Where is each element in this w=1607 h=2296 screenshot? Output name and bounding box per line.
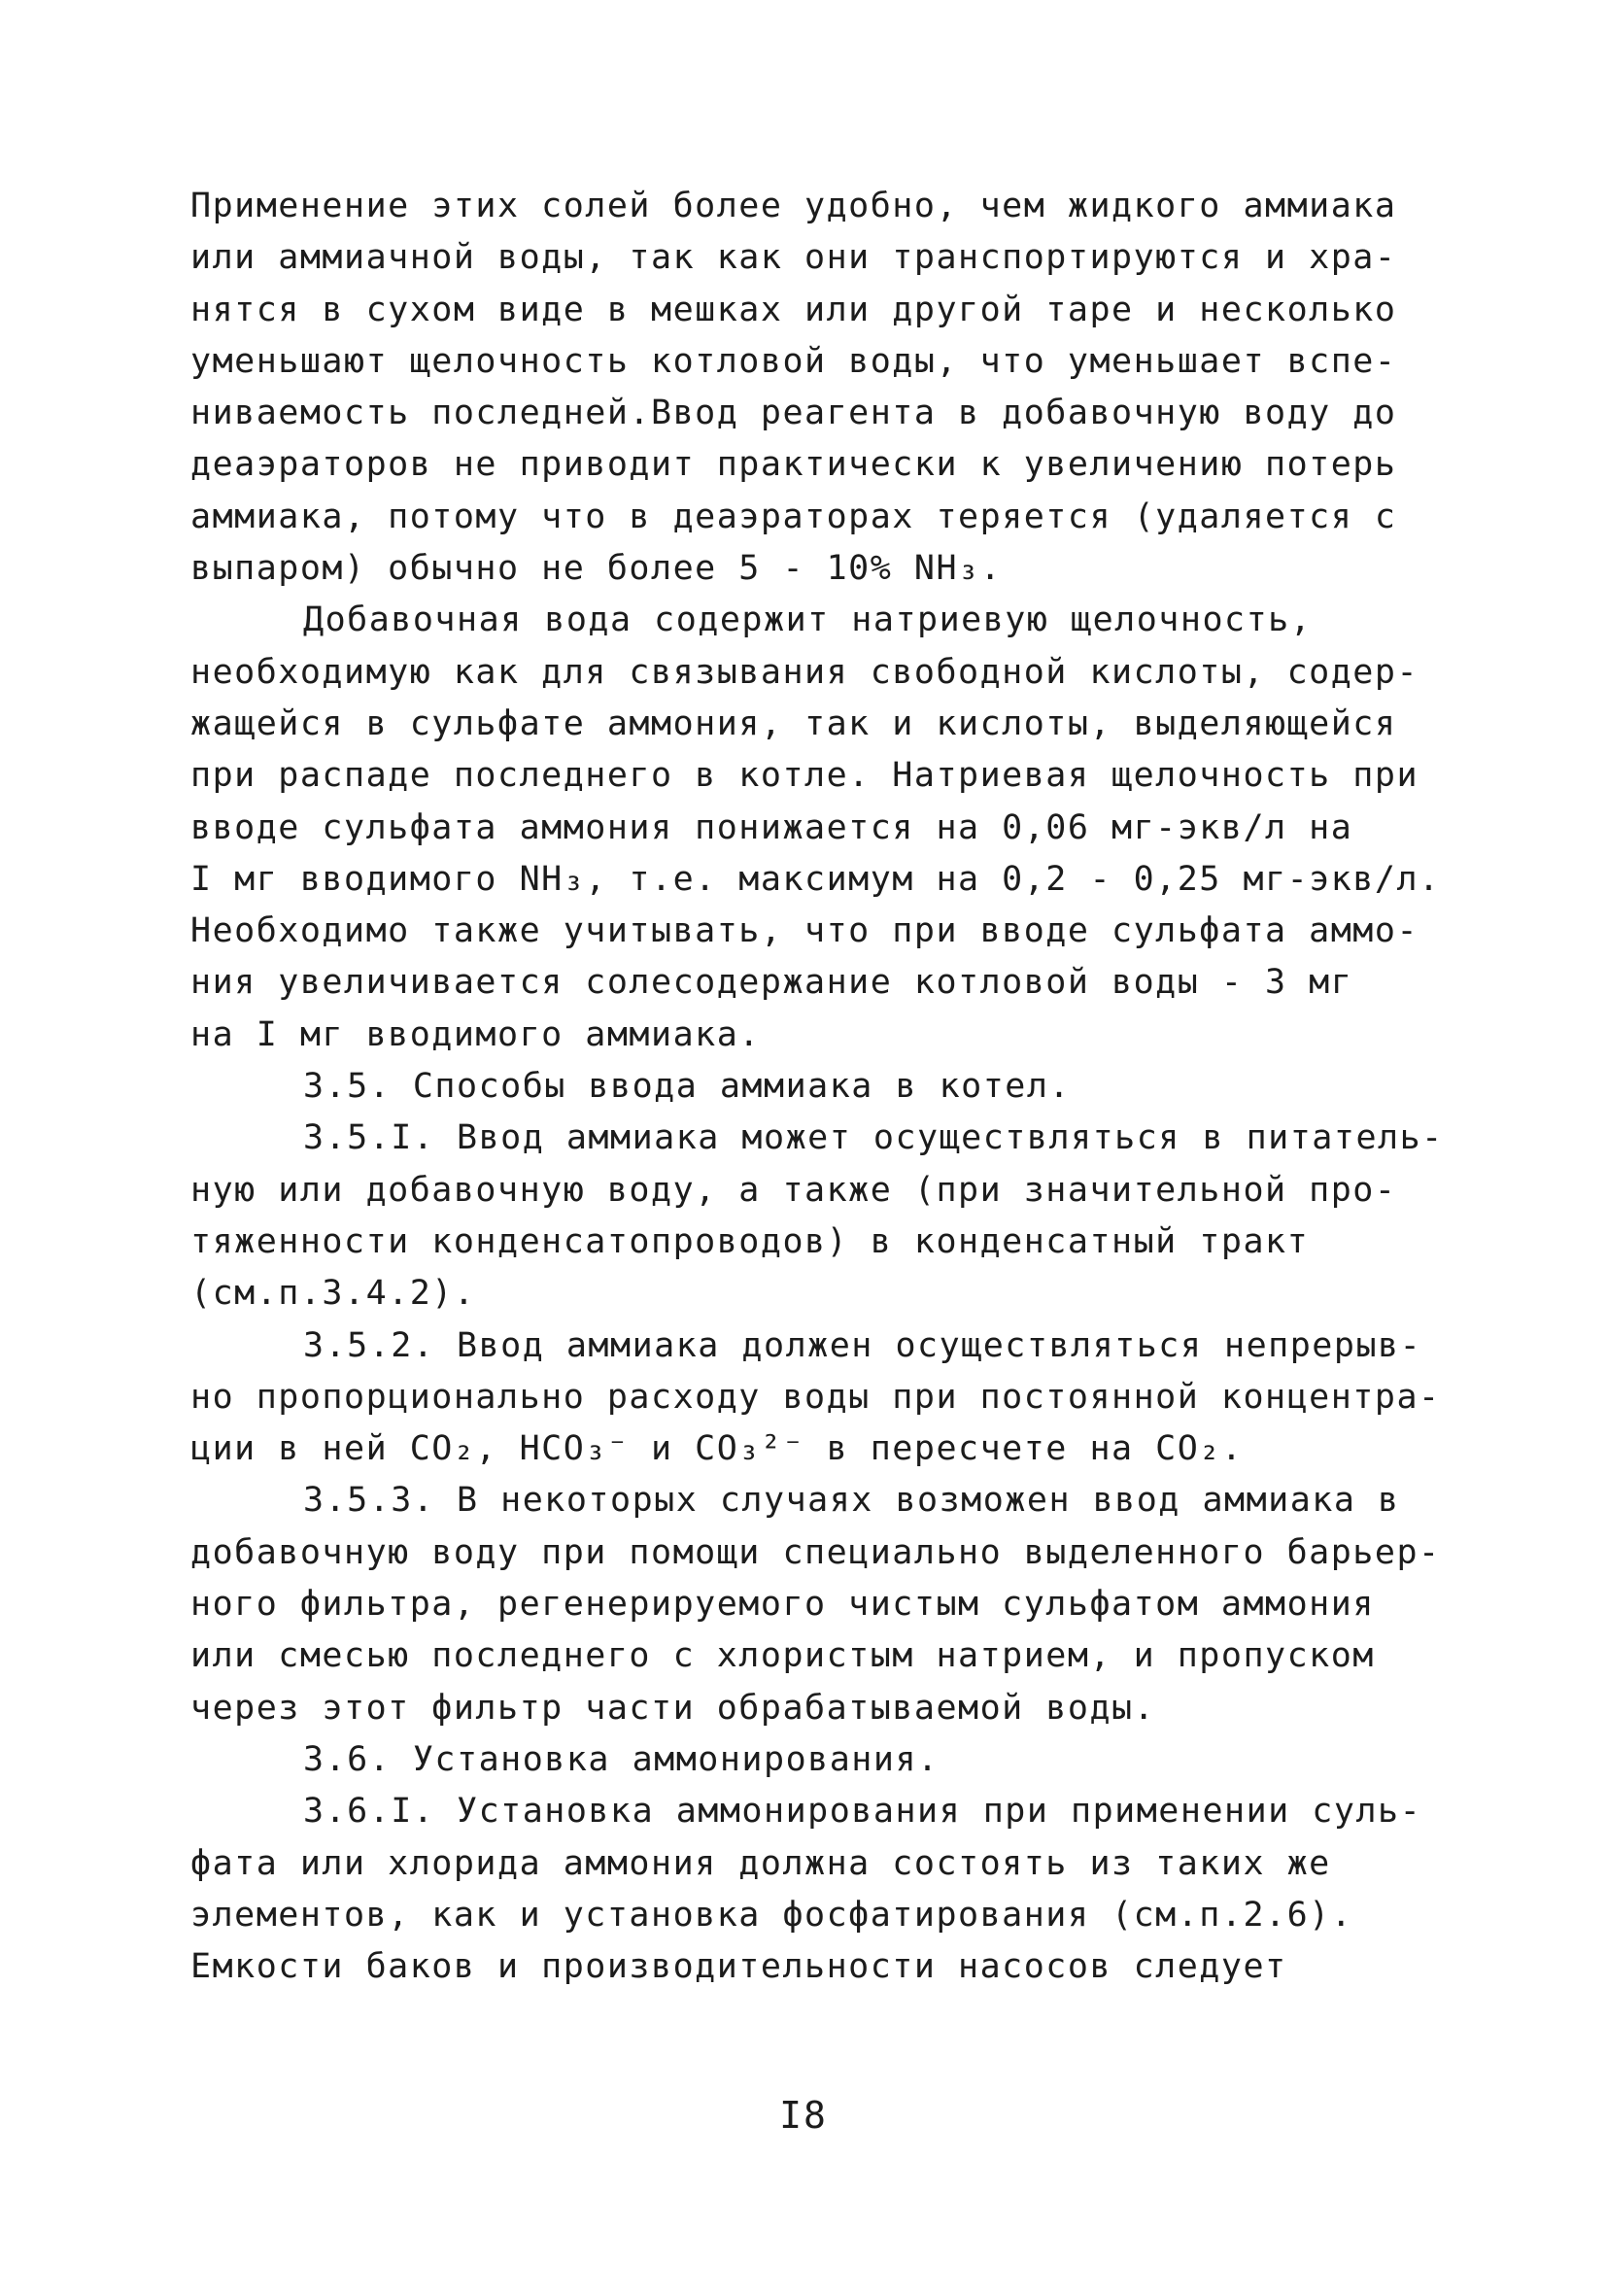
text-line: добавочную воду при помощи специально выделенного барьер- xyxy=(190,1532,1441,1572)
text-line: через этот фильтр части обрабатываемой воды. xyxy=(190,1688,1156,1728)
text-line: Применение этих солей более удобно, чем жидкого аммиака xyxy=(190,187,1397,225)
text-line: элементов, как и установка фосфатирования (см.п.2.6). xyxy=(190,1895,1353,1935)
text-line: Необходимо также учитывать, что при вводе сульфата аммо- xyxy=(190,911,1419,951)
text-line: но пропорционально расходу воды при постоянной концентра- xyxy=(190,1377,1441,1417)
text-line: Емкости баков и производительности насосов следует xyxy=(190,1947,1287,1987)
text-line: или аммиачной воды, так как они транспортируются и хра- xyxy=(190,238,1397,278)
text-line: ную или добавочную воду, а также (при значительной про- xyxy=(190,1170,1397,1210)
text-line: (см.п.3.4.2). xyxy=(190,1274,476,1314)
text-line: вводе сульфата аммония понижается на 0,06 мг-экв/л на xyxy=(190,807,1353,847)
clause-3-5-1-start: 3.5.I. Ввод аммиака может осуществляться в питатель- xyxy=(303,1118,1444,1158)
clause-3-6-1-start: 3.6.I. Установка аммонирования при применении суль- xyxy=(303,1792,1422,1832)
text-line: ции в ней CO₂, HCO₃⁻ и CO₃²⁻ в пересчете на CO₂. xyxy=(190,1429,1244,1469)
text-line: уменьшают щелочность котловой воды, что уменьшает вспе- xyxy=(190,341,1397,381)
text-line: необходимую как для связывания свободной кислоты, содер- xyxy=(190,652,1419,692)
text-line: деаэраторов не приводит практически к увеличению потерь xyxy=(190,445,1397,485)
section-heading-3-6: 3.6. Установка аммонирования. xyxy=(303,1739,940,1779)
text-line: ния увеличивается солесодержание котловой воды - 3 мг xyxy=(190,963,1353,1003)
text-line: при распаде последнего в котле. Натриевая щелочность при xyxy=(190,756,1419,796)
text-line: на I мг вводимого аммиака. xyxy=(190,1014,761,1054)
clause-3-5-2-start: 3.5.2. Ввод аммиака должен осуществляться непрерыв- xyxy=(303,1325,1422,1365)
text-line: или смесью последнего с хлористым натрием, и пропуском xyxy=(190,1636,1375,1676)
page-number: I8 xyxy=(779,2094,828,2137)
body-text xyxy=(190,181,1444,1993)
text-line: выпаром) обычно не более 5 - 10% NH₃. xyxy=(190,549,1003,589)
text-line: аммиака, потому что в деаэраторах теряется (удаляется с xyxy=(190,497,1397,536)
paragraph-start-line: Добавочная вода содержит натриевую щелочность, xyxy=(303,600,1313,640)
clause-3-5-3-start: 3.5.3. В некоторых случаях возможен ввод аммиака в xyxy=(303,1481,1400,1521)
text-line: жащейся в сульфате аммония, так и кислоты, выделяющейся xyxy=(190,703,1397,743)
text-line: ного фильтра, регенерируемого чистым сульфатом аммония xyxy=(190,1585,1375,1625)
text-line: нятся в сухом виде в мешках или другой таре и несколько xyxy=(190,290,1397,329)
text-line: тяженности конденсатопроводов) в конденсатный тракт xyxy=(190,1221,1310,1261)
section-heading-3-5: 3.5. Способы ввода аммиака в котел. xyxy=(303,1067,1072,1107)
text-line: ниваемость последней.Ввод реагента в добавочную воду до xyxy=(190,394,1397,433)
text-line: фата или хлорида аммония должна состоять из таких же xyxy=(190,1843,1331,1883)
text-line: I мг вводимого NH₃, т.е. максимум на 0,2 - 0,25 мг-экв/л. xyxy=(190,859,1441,899)
